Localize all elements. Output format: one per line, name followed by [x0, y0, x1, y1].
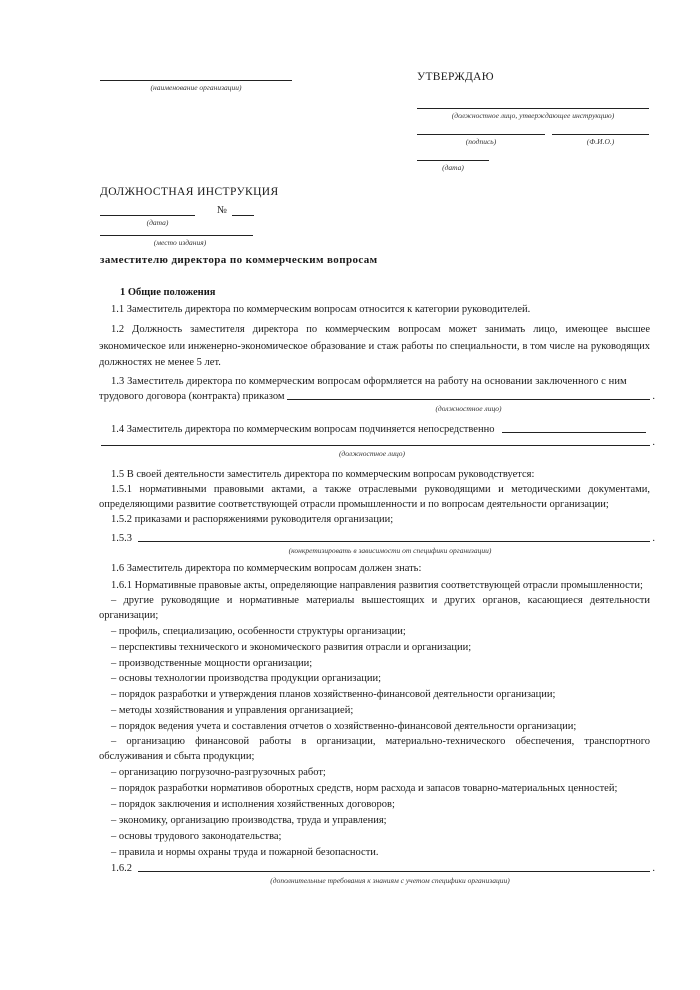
doc-subtitle: заместителю директора по коммерческим вопросам: [100, 254, 378, 266]
doc-number-line: [232, 215, 254, 216]
approve-date-line: [417, 160, 489, 161]
paragraph-financial: [99, 734, 650, 764]
paragraph-1-4-line2: [99, 436, 655, 449]
paragraph-1-4: [111, 423, 648, 436]
list-item: – профиль, специализацию, особенности структуры организации;: [111, 626, 406, 637]
paragraph-1-4-caption: (должностное лицо): [338, 449, 406, 458]
doc-number-sign: №: [217, 205, 228, 216]
list-item: – перспективы технического и экономического развития отрасли и организации;: [111, 642, 472, 653]
paragraph-1-5-3-period: .: [652, 533, 655, 544]
paragraph-1-6-2-caption: (дополнительные требования к знаниям с учетом специфики организации): [270, 876, 510, 885]
paragraph-1-3-line1: 1.3 Заместитель директора по коммерческим вопросам оформляется на работу на основании заключенного с ним: [111, 376, 627, 387]
paragraph-1-3-line2: [99, 390, 655, 403]
paragraph-1-5-2: 1.5.2 приказами и распоряжениями руководителя организации;: [111, 514, 394, 525]
order-issuer-blank: [287, 399, 651, 400]
doc-date-line: [100, 215, 195, 216]
org-name-line: [100, 80, 292, 81]
approver-name-caption: (Ф.И.О.): [586, 137, 615, 146]
paragraph-1-6-2: [111, 862, 655, 875]
list-item: – правила и нормы охраны труда и пожарной безопасности.: [111, 847, 379, 858]
superior-blank-2: [101, 445, 650, 446]
paragraph-1-5-3-label: 1.5.3: [111, 533, 132, 544]
approver-name-line: [552, 134, 649, 135]
list-item: – основы технологии производства продукции организации;: [111, 673, 382, 684]
list-item: – производственные мощности организации;: [111, 658, 313, 669]
paragraph-1-6-2-label: 1.6.2: [111, 863, 132, 874]
paragraph-1-2: [99, 322, 650, 372]
paragraph-1-3-period: .: [652, 391, 655, 402]
paragraph-1-6-2-period: .: [652, 863, 655, 874]
paragraph-1-3-text: трудового договора (контракта) приказом: [99, 391, 285, 402]
list-item: – порядок ведения учета и составления отчетов о хозяйственно-финансовой деятельности организации;: [111, 721, 577, 732]
list-item: – порядок разработки нормативов оборотных средств, норм расхода и запасов товарно-материальных ценностей;: [111, 783, 618, 794]
approve-date-caption: (дата): [442, 163, 464, 172]
additional-knowledge-blank: [138, 871, 650, 872]
signature-caption: (подпись): [465, 137, 497, 146]
doc-place-line: [100, 235, 253, 236]
paragraph-1-2-text: 1.2 Должность заместителя директора по коммерческим вопросам может занимать лицо, имеющее высшее экономическое или инженерно-экономическое образование и стаж работы по специальности, в том числе на руководящих должностях не менее 5 лет.: [99, 324, 650, 368]
doc-date-caption: (дата): [146, 218, 169, 227]
paragraph-1-5-1: [99, 482, 650, 512]
paragraph-1-6: 1.6 Заместитель директора по коммерческим вопросам должен знать:: [111, 563, 422, 574]
list-item: – порядок заключения и исполнения хозяйственных договоров;: [111, 799, 395, 810]
paragraph-1-5-3: [111, 532, 655, 545]
paragraph-other-materials: [99, 593, 650, 623]
list-item: – основы трудового законодательства;: [111, 831, 282, 842]
paragraph-1-3-caption: (должностное лицо): [435, 404, 502, 413]
paragraph-1-4-text: 1.4 Заместитель директора по коммерческим вопросам подчиняется непосредственно: [111, 424, 495, 435]
list-item: – экономику, организацию производства, труда и управления;: [111, 815, 387, 826]
list-item: – организацию погрузочно-разгрузочных работ;: [111, 767, 326, 778]
paragraph-1-5-3-caption: (конкретизировать в зависимости от специфики организации): [288, 546, 492, 555]
guidance-blank: [138, 541, 650, 542]
list-item: – порядок разработки и утверждения планов хозяйственно-финансовой деятельности организации;: [111, 689, 556, 700]
doc-place-caption: (место издания): [153, 238, 207, 247]
section-heading: 1 Общие положения: [120, 287, 216, 298]
approver-position-line: [417, 108, 649, 109]
paragraph-1-6-1: 1.6.1 Нормативные правовые акты, определяющие направления развития соответствующей отрасли промышленности;: [111, 580, 643, 591]
approve-title: УТВЕРЖДАЮ: [417, 71, 494, 83]
paragraph-other-materials-text: – другие руководящие и нормативные материалы вышестоящих и других органов, касающиеся деятельности организации;: [99, 595, 650, 621]
list-item: – методы хозяйствования и управления организацией;: [111, 705, 354, 716]
paragraph-financial-text: – организацию финансовой работы в организации, материально-технического обеспечения, транспортного обслуживания и сбыта продукции;: [99, 736, 650, 762]
paragraph-1-5-1-text: 1.5.1 нормативными правовыми актами, а также отраслевыми руководящими и методическими документами, определяющими развитие соответствующей отрасли промышленности и по вопросам деятельности организации;: [99, 484, 650, 510]
paragraph-1-4-period: .: [652, 437, 655, 448]
org-name-caption: (наименование организации): [150, 83, 242, 92]
signature-line: [417, 134, 545, 135]
superior-blank: [502, 432, 646, 433]
doc-title: ДОЛЖНОСТНАЯ ИНСТРУКЦИЯ: [100, 186, 279, 198]
paragraph-1-5: 1.5 В своей деятельности заместитель директора по коммерческим вопросам руководствуется:: [111, 469, 535, 480]
paragraph-1-1: 1.1 Заместитель директора по коммерческим вопросам относится к категории руководителей.: [111, 304, 531, 315]
approver-position-caption: (должностное лицо, утверждающее инструкцию): [451, 111, 615, 120]
